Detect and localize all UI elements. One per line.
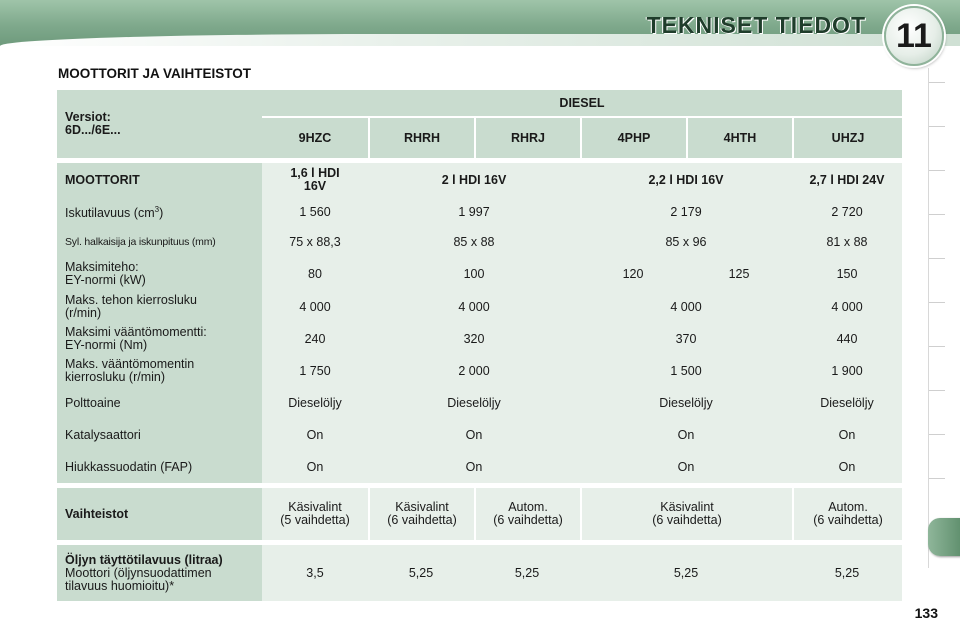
table-row xyxy=(57,323,902,355)
table-cell: 370 xyxy=(580,323,792,355)
table-row xyxy=(57,227,902,257)
row-label-line: Maks. tehon kierrosluku xyxy=(65,293,198,307)
table-cell: Dieselöljy xyxy=(262,387,368,419)
row-label-line: Maksimiteho: xyxy=(65,260,139,274)
table-cell: 240 xyxy=(262,323,368,355)
table-cell: 5,25 xyxy=(580,545,792,601)
table-cell: 5,25 xyxy=(474,545,580,601)
row-label-line: EY-normi (kW) xyxy=(65,273,146,287)
table-cell: 2 179 xyxy=(580,197,792,227)
table-cell: 85 x 88 xyxy=(368,227,580,257)
tab-divider xyxy=(929,434,945,435)
table-cell: On xyxy=(580,451,792,483)
table-cell: 2 720 xyxy=(792,197,902,227)
table-cell: 1 900 xyxy=(792,355,902,387)
table-cell: On xyxy=(262,419,368,451)
cell-line: (6 vaihdetta) xyxy=(493,513,563,527)
table-cell xyxy=(262,163,368,197)
cell-line: (6 vaihdetta) xyxy=(813,513,883,527)
table-row xyxy=(57,451,902,483)
table-cell: 3,5 xyxy=(262,545,368,601)
table-cell xyxy=(792,488,902,540)
engine-code: 9HZC xyxy=(262,118,368,158)
table-cell xyxy=(474,488,580,540)
table-cell: 1 500 xyxy=(580,355,792,387)
row-label: Polttoaine xyxy=(57,387,262,419)
row-label: Hiukkassuodatin (FAP) xyxy=(57,451,262,483)
table-row xyxy=(57,387,902,419)
table-cell: 75 x 88,3 xyxy=(262,227,368,257)
table-cell: 5,25 xyxy=(368,545,474,601)
tab-divider xyxy=(929,126,945,127)
tab-divider xyxy=(929,478,945,479)
cell-line: Autom. xyxy=(508,500,548,514)
table-cell: On xyxy=(792,419,902,451)
row-label xyxy=(57,323,262,355)
engine-code: UHZJ xyxy=(792,118,902,158)
table-cell: On xyxy=(368,419,580,451)
tab-divider xyxy=(929,302,945,303)
tab-divider xyxy=(929,390,945,391)
table-cell: 2,7 l HDI 24V xyxy=(792,163,902,197)
table-cell: 150 xyxy=(792,257,902,291)
version-label-line: Versiot: xyxy=(65,110,111,124)
table-cell: Dieselöljy xyxy=(368,387,580,419)
row-label-text: Iskutilavuus (cm xyxy=(65,206,155,221)
table-row xyxy=(57,291,902,323)
table-cell: On xyxy=(792,451,902,483)
chapter-tab-active[interactable] xyxy=(928,518,960,556)
table-cell: Dieselöljy xyxy=(792,387,902,419)
tab-divider xyxy=(929,258,945,259)
table-row xyxy=(57,163,902,197)
table-cell: 120 xyxy=(580,257,686,291)
row-label: MOOTTORIT xyxy=(57,163,262,197)
table-cell: 100 xyxy=(368,257,580,291)
tab-divider xyxy=(929,82,945,83)
cell-line: (5 vaihdetta) xyxy=(280,513,350,527)
version-label xyxy=(57,90,262,158)
row-label xyxy=(57,355,262,387)
tab-divider xyxy=(929,214,945,215)
table-cell: 4 000 xyxy=(792,291,902,323)
row-label: Katalysaattori xyxy=(57,419,262,451)
table-cell: 1 750 xyxy=(262,355,368,387)
engine-code: 4PHP xyxy=(580,118,686,158)
page-title: TEKNISET TIEDOT xyxy=(646,12,866,38)
table-row xyxy=(57,90,902,118)
table-cell: 2,2 l HDI 16V xyxy=(580,163,792,197)
table-cell: 1 560 xyxy=(262,197,368,227)
row-label: Vaihteistot xyxy=(57,488,262,540)
table-row xyxy=(57,355,902,387)
chapter-tab-strip xyxy=(928,68,947,568)
table-cell xyxy=(368,488,474,540)
engine-spec-table xyxy=(57,90,902,601)
row-label xyxy=(57,545,262,601)
cell-line: Käsivalint xyxy=(395,500,449,514)
table-cell xyxy=(580,488,792,540)
row-label-line: (r/min) xyxy=(65,306,102,320)
row-label-line: EY-normi (Nm) xyxy=(65,338,148,352)
row-label-line: tilavuus huomioitu)* xyxy=(65,578,175,593)
tab-divider xyxy=(929,346,945,347)
superscript: 3 xyxy=(154,205,160,215)
page-number: 133 xyxy=(914,605,938,621)
chapter-badge: 11 xyxy=(884,6,944,66)
table-row xyxy=(57,545,902,601)
row-label xyxy=(57,197,262,227)
table-cell: 81 x 88 xyxy=(792,227,902,257)
cell-line: Käsivalint xyxy=(660,500,714,514)
row-label-line: Moottori (öljynsuodattimen xyxy=(65,565,212,580)
table-cell: On xyxy=(580,419,792,451)
cell-line: 16V xyxy=(303,179,327,193)
row-label-heading: Öljyn täyttötilavuus (litraa) xyxy=(65,552,223,567)
row-label: Syl. halkaisija ja iskunpituus (mm) xyxy=(57,227,262,257)
cell-line: (6 vaihdetta) xyxy=(652,513,722,527)
cell-line: Autom. xyxy=(828,500,868,514)
row-label xyxy=(57,257,262,291)
engine-code: RHRJ xyxy=(474,118,580,158)
table-cell: 1 997 xyxy=(368,197,580,227)
row-label xyxy=(57,291,262,323)
table-cell: 5,25 xyxy=(792,545,902,601)
table-cell: Dieselöljy xyxy=(580,387,792,419)
table-cell: 2 000 xyxy=(368,355,580,387)
cell-line: 1,6 l HDI xyxy=(290,166,340,180)
cell-line: (6 vaihdetta) xyxy=(387,513,457,527)
table-cell: 125 xyxy=(686,257,792,291)
table-cell xyxy=(262,488,368,540)
table-row xyxy=(57,257,902,291)
table-cell: 4 000 xyxy=(368,291,580,323)
table-cell: 85 x 96 xyxy=(580,227,792,257)
table-cell: 320 xyxy=(368,323,580,355)
fuel-group-header: DIESEL xyxy=(262,90,902,118)
engine-code: 4HTH xyxy=(686,118,792,158)
row-label-text: ) xyxy=(159,206,164,221)
row-label-line: Maks. vääntömomentin xyxy=(65,357,195,371)
cell-line: Käsivalint xyxy=(288,500,342,514)
table-row xyxy=(57,488,902,540)
tab-divider xyxy=(929,170,945,171)
row-label-line: Maksimi vääntömomentti: xyxy=(65,325,207,339)
engine-code: RHRH xyxy=(368,118,474,158)
table-cell: 4 000 xyxy=(262,291,368,323)
table-cell: 80 xyxy=(262,257,368,291)
row-label-line: kierrosluku (r/min) xyxy=(65,370,166,384)
section-title: MOOTTORIT JA VAIHTEISTOT xyxy=(58,66,252,81)
table-row xyxy=(57,419,902,451)
table-cell: 2 l HDI 16V xyxy=(368,163,580,197)
table-row xyxy=(57,197,902,227)
table-cell: On xyxy=(262,451,368,483)
table-cell: 440 xyxy=(792,323,902,355)
version-label-line: 6D.../6E... xyxy=(65,123,121,137)
table-cell: 4 000 xyxy=(580,291,792,323)
table-cell: On xyxy=(368,451,580,483)
